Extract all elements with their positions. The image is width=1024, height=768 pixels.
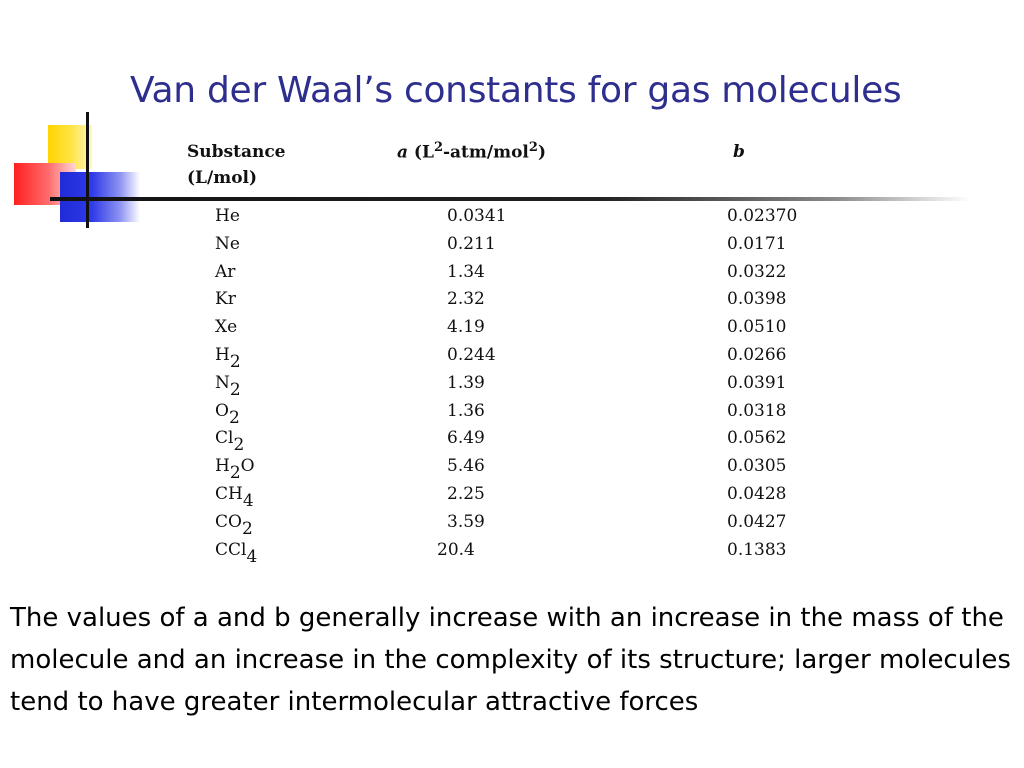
cell-b-value: 0.0318 [727,400,787,421]
header-a-exponent2: 2 [528,140,538,155]
cell-a-value: 1.39 [447,372,485,393]
cell-a-value: 1.36 [447,400,485,421]
cell-b-value: 0.02370 [727,206,798,226]
cell-a-value: 5.46 [447,456,485,477]
header-a-constant [397,140,546,163]
cell-substance: Xe [215,317,238,338]
cell-b-value: 0.0266 [727,345,787,365]
cell-substance: CO2 [215,511,253,539]
cell-substance: O2 [215,400,240,428]
table-row [0,484,787,512]
cell-substance: Kr [215,289,236,310]
header-a-exponent1: 2 [433,140,443,155]
cell-substance: CCl4 [215,539,258,567]
cell-substance: N2 [215,372,241,400]
table-row [0,456,787,484]
cell-b-value: 0.0391 [727,372,787,393]
header-a-unit-part1: (L [408,142,434,163]
cell-b-value: 0.0562 [727,428,787,449]
cell-substance: CH4 [215,484,254,511]
table-row [0,233,787,262]
table-row [0,511,787,540]
cell-b-value: 0.0398 [727,289,787,310]
cell-b-value: 0.0510 [727,317,787,338]
table-row [0,317,787,345]
cell-substance: He [215,206,240,226]
cell-b-value: 0.0322 [727,261,787,282]
table-header [187,140,827,196]
table-row [0,289,787,317]
table-row [0,539,787,568]
cell-b-value: 0.0305 [727,456,787,477]
cell-substance: Ar [215,261,236,282]
title-underline-rule [50,197,970,201]
header-a-unit-part3: ) [537,142,546,163]
cell-a-value: 4.19 [447,317,485,338]
table-row [0,345,787,373]
cell-a-value: 1.34 [447,261,485,282]
slide-ornament [0,0,140,240]
header-substance-unit: (L/mol) [187,168,258,188]
table-row [0,261,787,290]
table-row [0,428,787,456]
cell-substance: Ne [215,233,240,254]
cell-b-value: 0.0427 [727,511,787,532]
header-substance: Substance [187,142,286,162]
cell-a-value: 3.59 [447,511,485,532]
header-b-constant: b [733,142,745,162]
slide-description: The values of a and b generally increase with an increase in the mass of the molecule and an increase in the complexity of its structure; larger molecules tend to have greater intermolecular attractive forces [10,603,1011,717]
cell-substance: H2O [215,456,255,484]
cell-substance: H2 [215,345,241,372]
cell-b-value: 0.0171 [727,233,787,254]
header-a-symbol: a [397,142,409,163]
header-a-unit-part2: -atm/mol [442,142,529,163]
cell-a-value: 2.32 [447,289,485,310]
cell-b-value: 0.0428 [727,484,787,504]
cell-a-value: 20.4 [437,539,475,560]
cell-substance: Cl2 [215,428,245,456]
slide-title: Van der Waal’s constants for gas molecules [130,70,902,111]
cell-a-value: 0.211 [447,233,496,254]
cell-a-value: 2.25 [447,484,485,504]
cell-a-value: 0.0341 [447,206,507,226]
table-row [0,206,798,234]
cell-a-value: 6.49 [447,428,485,449]
table-row [0,372,787,401]
cell-b-value: 0.1383 [727,539,787,560]
table-row [0,400,787,429]
cell-a-value: 0.244 [447,345,496,365]
